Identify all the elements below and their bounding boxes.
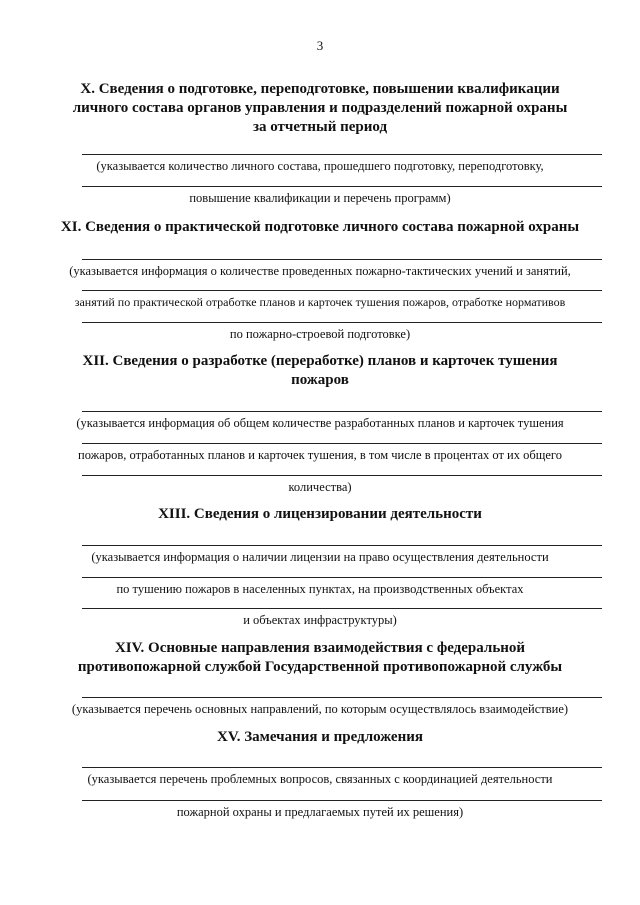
field-caption: (указывается информация о наличии лицензии на право осуществления деятельности [91, 550, 549, 564]
fill-line [82, 577, 602, 578]
field-caption: пожарной охраны и предлагаемых путей их решения) [176, 805, 464, 819]
field-caption: (указывается информация об общем количестве разработанных планов и карточек тушения [76, 416, 564, 430]
fill-line [82, 608, 602, 609]
page-number: 3 [316, 38, 324, 53]
field-caption: (указывается информация о количестве проведенных пожарно-тактических учений и занятий, [69, 264, 571, 278]
section-xiii-heading [60, 505, 580, 524]
fill-line [82, 259, 602, 260]
field-caption: и объектах инфраструктуры) [243, 613, 397, 627]
fill-line [82, 186, 602, 187]
fill-line [82, 154, 602, 155]
field-caption: (указывается количество личного состава, прошедшего подготовку, переподготовку, [96, 159, 544, 173]
fill-line [82, 545, 602, 546]
section-xi-heading [60, 218, 580, 237]
heading-line: XII. Сведения о разработке (переработке) планов и карточек тушения [82, 353, 558, 369]
heading-line: X. Сведения о подготовке, переподготовке, повышении квалификации [80, 81, 560, 97]
heading-line: XV. Замечания и предложения [217, 729, 423, 745]
section-xv-heading [60, 728, 580, 747]
field-caption: количества) [288, 480, 352, 494]
field-caption: (указывается перечень основных направлений, по которым осуществлялось взаимодействие) [71, 702, 569, 716]
heading-line: за отчетный период [252, 119, 388, 135]
field-caption: по пожарно-строевой подготовке) [229, 327, 411, 341]
fill-line [82, 290, 602, 291]
fill-line [82, 443, 602, 444]
fill-line [82, 767, 602, 768]
section-xiv-heading [60, 639, 580, 677]
field-caption: (указывается перечень проблемных вопросов, связанных с координацией деятельности [87, 772, 553, 786]
fill-line [82, 475, 602, 476]
heading-line: XIV. Основные направления взаимодействия с федеральной [114, 640, 526, 656]
section-x-heading [60, 80, 580, 137]
field-caption: занятий по практической отработке планов и карточек тушения пожаров, отработке нормативов [74, 295, 566, 309]
fill-line [82, 697, 602, 698]
section-xii-heading [60, 352, 580, 390]
fill-line [82, 322, 602, 323]
heading-line: пожаров [291, 372, 349, 388]
heading-line: XIII. Сведения о лицензировании деятельности [158, 506, 482, 522]
fill-line [82, 411, 602, 412]
field-caption: по тушению пожаров в населенных пунктах, на производственных объектах [116, 582, 524, 596]
field-caption: повышение квалификации и перечень программ) [189, 191, 451, 205]
fill-line [82, 800, 602, 801]
heading-line: XI. Сведения о практической подготовке личного состава пожарной охраны [60, 219, 580, 235]
field-caption: пожаров, отработанных планов и карточек тушения, в том числе в процентах от их общего [78, 448, 562, 462]
heading-line: противопожарной службой Государственной противопожарной службы [77, 659, 563, 675]
heading-line: личного состава органов управления и подразделений пожарной охраны [72, 100, 568, 116]
